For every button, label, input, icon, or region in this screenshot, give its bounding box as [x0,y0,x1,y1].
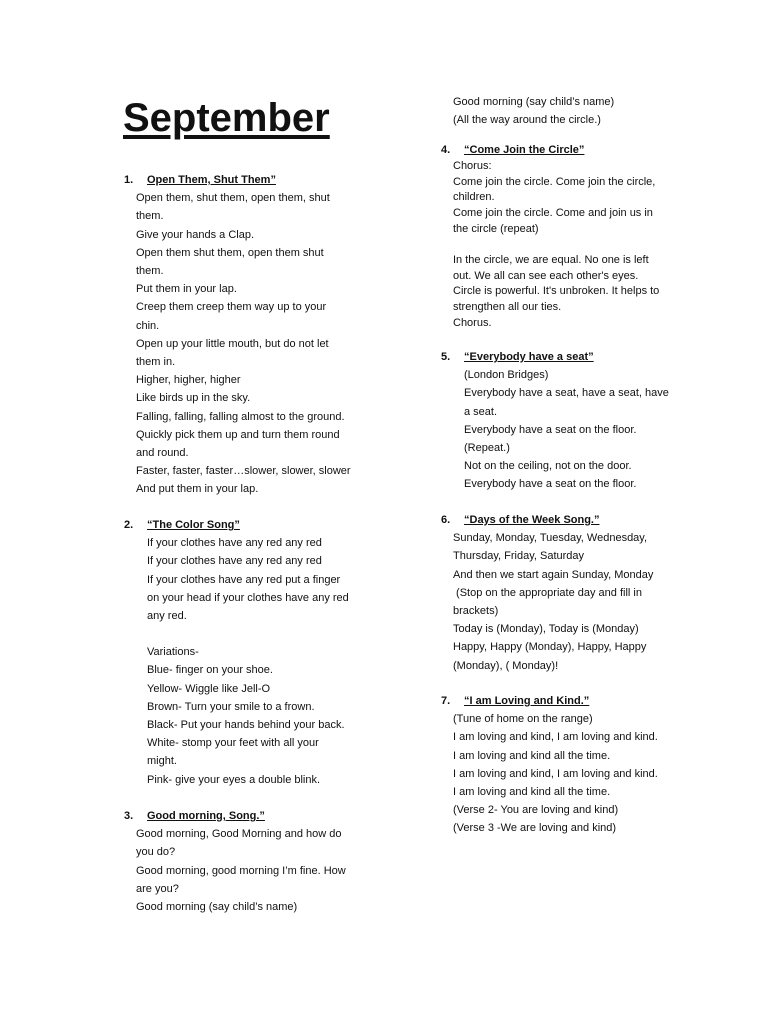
variation-line: White- stomp your feet with all your [147,737,319,750]
lyric-line: (London Bridges) [464,369,549,382]
lyric-line: I am loving and kind, I am loving and kind. [453,731,658,744]
lyric-line: Not on the ceiling, not on the door. [464,460,632,473]
lyric-line: Faster, faster, faster…slower, slower, slower [136,465,351,478]
lyric-line: them. [136,210,164,223]
lyric-line: (Verse 3 -We are loving and kind) [453,822,617,835]
song-lyrics [453,710,691,837]
song-heading [124,171,384,189]
lyric-line: brackets) [453,605,499,618]
lyric-line: Come join the circle. Come join the circle, [453,175,656,188]
lyric-line: I am loving and kind, I am loving and kind. [453,767,658,780]
variation-line: Black- Put your hands behind your back. [147,719,345,732]
lyric-line: them. [136,265,164,278]
variation-line: Brown- Turn your smile to a frown. [147,700,315,713]
lyric-line: Falling, falling, falling almost to the ground. [136,410,345,423]
lyric-line: Open them shut them, open them shut [136,246,324,259]
lyric-line: Everybody have a seat on the floor. [464,423,637,436]
song-title: “Everybody have a seat” [464,351,594,363]
lyric-line: Good morning, good morning I’m fine. How [136,864,346,877]
song-heading [441,511,691,529]
song-3 [124,807,384,916]
song-heading [441,143,691,159]
lyric-line: you do? [136,846,176,859]
song-number: 7. [441,695,451,707]
lyric-line: Circle is powerful. It's unbroken. It helps to [453,285,660,298]
variation-line: Blue- finger on your shoe. [147,664,273,677]
song-1 [124,171,384,499]
song-title: Open Them, Shut Them” [147,174,276,186]
lyric-line: children. [453,191,495,204]
song-5 [441,348,691,494]
lyric-line: If your clothes have any red any red [147,555,322,568]
lyric-line: Like birds up in the sky. [136,392,251,405]
lyric-line: are you? [136,882,179,895]
lyric-line: (Stop on the appropriate day and fill in [453,586,642,599]
song-lyrics [464,366,691,493]
lyric-line: (All the way around the circle.) [453,114,601,127]
lyric-line: (Tune of home on the range) [453,713,593,726]
song-number: 6. [441,514,451,526]
song-lyrics [453,529,691,675]
song-title: Good morning, Song.” [147,810,265,822]
song-4 [441,143,691,332]
lyric-line: Everybody have a seat, have a seat, have [464,387,669,400]
song-lyrics [453,159,691,332]
song-lyrics [147,534,384,789]
song-lyrics [453,93,693,129]
song-heading [124,516,384,534]
lyric-line: strengthen all our ties. [453,301,562,314]
lyric-line: and round. [136,447,189,460]
song-heading [441,348,691,366]
song-heading [124,807,384,825]
lyric-line: Thursday, Friday, Saturday [453,550,585,563]
variation-line: Pink- give your eyes a double blink. [147,773,321,786]
song-7 [441,692,691,838]
variation-line: might. [147,755,177,768]
lyric-line: Sunday, Monday, Tuesday, Wednesday, [453,532,648,545]
song-6 [441,511,691,675]
lyric-line: Open up your little mouth, but do not let [136,337,329,350]
lyric-line: on your head if your clothes have any red [147,591,349,604]
lyric-line: them in. [136,356,176,369]
lyric-line: a seat. [464,405,498,418]
song-title: “Come Join the Circle” [464,144,585,156]
lyric-line: Put them in your lap. [136,283,237,296]
lyric-line: the circle (repeat) [453,222,539,235]
song-title: “The Color Song” [147,519,240,531]
lyric-line: And put them in your lap. [136,483,259,496]
song-2 [124,516,384,789]
lyric-line: Come join the circle. Come and join us in [453,207,653,220]
spacer [453,238,691,253]
lyric-line: Higher, higher, higher [136,374,241,387]
song-heading [441,692,691,710]
lyric-line: Good morning, Good Morning and how do [136,828,342,841]
lyric-line: Give your hands a Clap. [136,228,255,241]
song-3-continued [453,93,693,129]
lyric-line: And then we start again Sunday, Monday [453,568,654,581]
song-number: 2. [124,519,134,531]
lyric-line: I am loving and kind all the time. [453,749,611,762]
lyric-line: Chorus. [453,316,492,329]
song-number: 4. [441,144,451,156]
lyric-line: Good morning (say child’s name) [453,96,615,108]
song-lyrics [136,825,384,916]
lyric-line: chin. [136,319,160,332]
lyric-line: any red. [147,610,187,623]
lyric-line: I am loving and kind all the time. [453,786,611,799]
lyric-line: If your clothes have any red put a finger [147,573,341,586]
song-lyrics [136,189,384,498]
lyric-line: (Verse 2- You are loving and kind) [453,804,619,817]
song-number: 1. [124,174,134,186]
lyric-line: Today is (Monday), Today is (Monday) [453,623,639,636]
lyric-line: Open them, shut them, open them, shut [136,192,330,205]
lyric-line: Everybody have a seat on the floor. [464,478,637,491]
lyric-line: Creep them creep them way up to your [136,301,327,314]
song-title: “I am Loving and Kind.” [464,695,590,707]
variations-heading: Variations- [147,646,199,659]
lyric-line: (Repeat.) [464,442,510,455]
page-title: September [123,96,330,140]
lyric-line: Chorus: [453,159,492,172]
song-number: 5. [441,351,451,363]
lyric-line: out. We all can see each other's eyes. [453,269,639,282]
variation-line: Yellow- Wiggle like Jell-O [147,682,271,695]
song-title: “Days of the Week Song.” [464,514,600,526]
spacer [147,625,384,643]
lyric-line: (Monday), ( Monday)! [453,659,559,672]
lyric-line: Happy, Happy (Monday), Happy, Happy [453,641,647,654]
song-number: 3. [124,810,134,822]
lyric-line: If your clothes have any red any red [147,537,322,550]
lyric-line: In the circle, we are equal. No one is left [453,253,649,266]
lyric-line: Quickly pick them up and turn them round [136,428,340,441]
lyric-line: Good morning (say child’s name) [136,901,298,914]
